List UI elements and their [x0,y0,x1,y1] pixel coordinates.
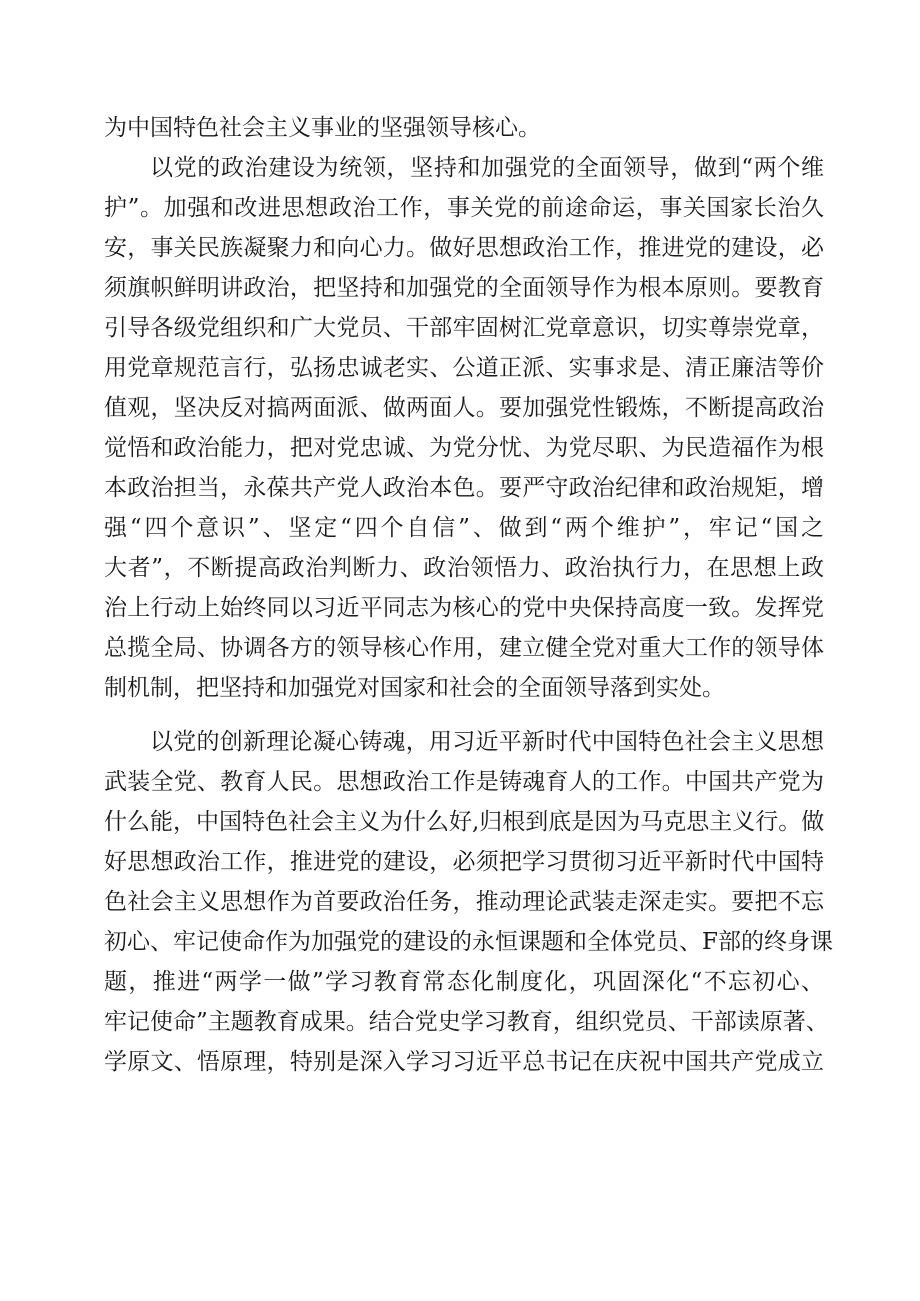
paragraph [104,108,824,148]
text-line: 觉悟和政治能力，把对党忠诚、为党分忧、为党尽职、为民造福作为根 [104,435,824,461]
text-line: 治上行动上始终同以习近平同志为核心的党中央保持高度一致。发挥党 [104,595,824,621]
text-line: 本政治担当，永葆共产党人政治本色。要严守政治纪律和政治规矩，增 [104,475,824,501]
text-line: 护”。加强和改进思想政治工作，事关党的前途命运，事关国家长治久 [104,195,824,221]
text-line: 初心、牢记使命作为加强党的建设的永恒课题和全体党员、F部的终身课 [104,929,833,955]
text-line: 色社会主义思想作为首要政治任务，推动理论武装走深走实。要把不忘 [104,889,824,915]
document-body [104,108,833,1082]
text-line: 须旗帜鲜明讲政治，把坚持和加强党的全面领导作为根本原则。要教育 [104,275,824,301]
text-line: 用党章规范言行，弘扬忠诚老实、公道正派、实事求是、清正廉洁等价 [104,355,824,381]
paragraph-gap [104,708,824,722]
text-line: 总揽全局、协调各方的领导核心作用，建立健全党对重大工作的领导体 [104,635,824,661]
text-line: 引导各级党组织和广大党员、干部牢固树汇党章意识，切实尊崇党章， [104,315,824,341]
text-line: 以党的创新理论凝心铸魂，用习近平新时代中国特色社会主义思想 [150,729,824,755]
text-line: 值观，坚决反对搞两面派、做两面人。要加强党性锻炼，不断提高政治 [104,395,824,421]
text-line: 安，事关民族凝聚力和向心力。做好思想政治工作，推进党的建设，必 [104,235,824,261]
paragraph [104,148,824,708]
text-line: 制机制，把坚持和加强党对国家和社会的全面领导落到实处。 [104,675,725,701]
text-line: 为中国特色社会主义事业的坚强领导核心。 [104,115,541,141]
paragraph [104,722,833,1082]
text-line: 大者”，不断提高政治判断力、政治领悟力、政治执行力，在思想上政 [104,555,824,581]
text-line: 武装全党、教育人民。思想政治工作是铸魂育人的工作。中国共产党为 [104,769,824,795]
text-line: 学原文、悟原理，特别是深入学习习近平总书记在庆祝中国共产党成立 [104,1049,824,1075]
text-line: 什么能，中国特色社会主义为什么好,归根到底是因为马克思主义行。做 [104,809,825,835]
text-line: 牢记使命”主题教育成果。结合党史学习教育，组织党员、干部读原著、 [104,1009,829,1035]
text-line: 强“四个意识”、坚定“四个自信”、做到“两个维护”，牢记“国之 [104,515,824,541]
text-line: 好思想政治工作，推进党的建设，必须把学习贯彻习近平新时代中国特 [104,849,824,875]
text-line: 题，推进“两学一做”学习教育常态化制度化，巩固深化“不忘初心、 [104,969,824,995]
text-line: 以党的政治建设为统领，坚持和加强党的全面领导，做到“两个维 [150,155,824,181]
